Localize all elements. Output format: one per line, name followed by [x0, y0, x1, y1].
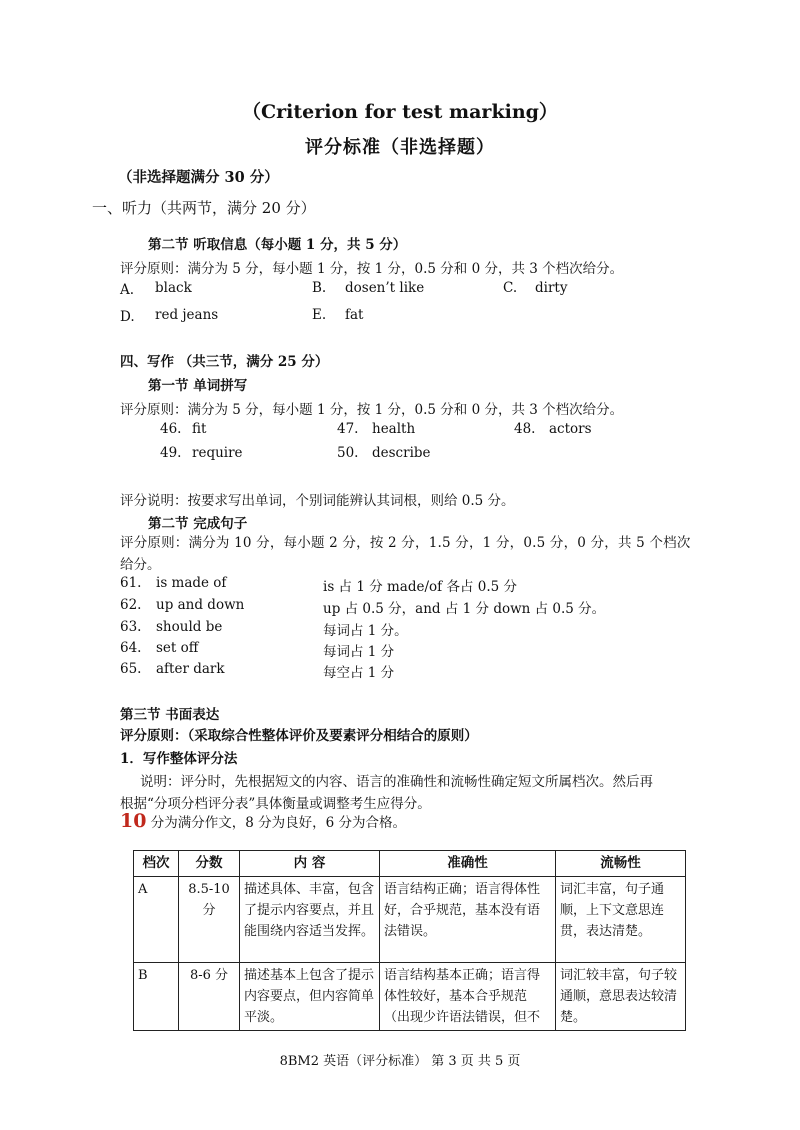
title-chinese: 评分标准（非选择题）: [305, 137, 495, 158]
col-header-grade: 档次: [134, 851, 179, 877]
col-header-fluency: 流畅性: [556, 851, 686, 877]
sentence-note: 每词占 1 分。: [323, 623, 408, 639]
word-number: 49.: [160, 445, 182, 461]
answer-value: fat: [345, 307, 364, 323]
rubric-header-row: [134, 851, 686, 877]
method-heading: 1．写作整体评分法: [120, 751, 238, 767]
writing-part2-rule: 评分原则：满分为 10 分，每小题 2 分，按 2 分，1.5 分，1 分，0.5 分，0 分，共 5 个档次: [120, 535, 691, 551]
sentence-note: 每空占 1 分: [323, 665, 395, 681]
listening-part2-heading: 第二节 听取信息（每小题 1 分，共 5 分）: [148, 237, 407, 253]
answer-value: red jeans: [155, 307, 219, 323]
full-score-number: 10: [120, 810, 147, 832]
answer-key: A.: [120, 282, 135, 298]
sentence-answer: is made of: [156, 575, 227, 591]
accuracy-cell: 语言结构正确；语言得体性好，合乎规范，基本没有语法错误。: [380, 877, 556, 963]
answer-key: B.: [312, 280, 327, 296]
method-description-cont: 根据“分项分档评分表”具体衡量或调整考生应得分。: [120, 796, 431, 812]
table-row: [134, 963, 686, 1031]
rubric-table: [133, 850, 686, 1031]
word-answer: actors: [549, 421, 592, 437]
sentence-number: 61.: [120, 575, 142, 591]
grade-cell: A: [134, 877, 179, 963]
fluency-cell: 词汇较丰富，句子较通顺，意思表达较清楚。: [556, 963, 686, 1031]
sentence-number: 62.: [120, 597, 142, 613]
sentence-answer: up and down: [156, 597, 245, 613]
answer-key: E.: [312, 307, 327, 323]
score-cell: 8-6 分: [179, 963, 240, 1031]
word-number: 50.: [337, 445, 359, 461]
grade-cell: B: [134, 963, 179, 1031]
listening-rule: 评分原则：满分为 5 分，每小题 1 分，按 1 分，0.5 分和 0 分，共 3 个档次给分。: [120, 261, 624, 277]
content-cell: 描述具体、丰富，包含了提示内容要点，并且能围绕内容适当发挥。: [240, 877, 380, 963]
word-answer: fit: [192, 421, 207, 437]
writing-part1-note: 评分说明：按要求写出单词，个别词能辨认其词根，则给 0.5 分。: [120, 493, 515, 509]
col-header-content: 内 容: [240, 851, 380, 877]
answer-key: D.: [120, 309, 135, 325]
score-levels: [120, 810, 406, 832]
title-english: （Criterion for test marking）: [242, 101, 558, 123]
answer-key: C.: [503, 280, 518, 296]
answer-value: black: [155, 280, 192, 296]
answer-value: dirty: [535, 280, 568, 296]
total-score-note: （非选择题满分 30 分）: [118, 169, 279, 186]
writing-part2-rule-cont: 给分。: [120, 557, 161, 573]
score-levels-text: 分为满分作文，8 分为良好，6 分为合格。: [146, 815, 407, 831]
word-answer: require: [192, 445, 243, 461]
sentence-note: is 占 1 分 made/of 各占 0.5 分: [323, 579, 517, 595]
sentence-answer: set off: [156, 640, 199, 656]
accuracy-cell: 语言结构基本正确；语言得体性较好，基本合乎规范（出现少许语法错误，但不: [380, 963, 556, 1031]
sentence-number: 65.: [120, 661, 142, 677]
word-number: 46.: [160, 421, 182, 437]
answer-value: dosen’t like: [345, 280, 425, 296]
col-header-score: 分数: [179, 851, 240, 877]
writing-part2-heading: 第二节 完成句子: [148, 516, 248, 532]
writing-part3-principle: 评分原则：（采取综合性整体评价及要素评分相结合的原则）: [120, 728, 478, 744]
writing-part1-rule: 评分原则：满分为 5 分，每小题 1 分，按 1 分，0.5 分和 0 分，共 3 个档次给分。: [120, 402, 624, 418]
content-cell: 描述基本上包含了提示内容要点，但内容简单平淡。: [240, 963, 380, 1031]
fluency-cell: 词汇丰富，句子通顺，上下文意思连贯，表达清楚。: [556, 877, 686, 963]
page-footer: 8BM2 英语（评分标准） 第 3 页 共 5 页: [279, 1054, 521, 1069]
score-cell: 8.5-10分: [179, 877, 240, 963]
word-number: 48.: [514, 421, 536, 437]
word-answer: describe: [372, 445, 431, 461]
sentence-number: 63.: [120, 619, 142, 635]
col-header-accuracy: 准确性: [380, 851, 556, 877]
word-number: 47.: [337, 421, 359, 437]
writing-part3-heading: 第三节 书面表达: [120, 707, 220, 723]
sentence-note: 每词占 1 分: [323, 644, 395, 660]
sentence-note: up 占 0.5 分，and 占 1 分 down 占 0.5 分。: [323, 601, 606, 617]
sentence-answer: after dark: [156, 661, 225, 677]
sentence-number: 64.: [120, 640, 142, 656]
listening-heading: 一、听力（共两节，满分 20 分）: [92, 199, 316, 217]
word-answer: health: [372, 421, 416, 437]
table-row: [134, 877, 686, 963]
method-description: 说明：评分时，先根据短文的内容、语言的准确性和流畅性确定短文所属档次。然后再: [140, 774, 653, 790]
writing-heading: 四、写作 （共三节，满分 25 分）: [120, 354, 329, 370]
writing-part1-heading: 第一节 单词拼写: [148, 378, 248, 394]
sentence-answer: should be: [156, 619, 223, 635]
